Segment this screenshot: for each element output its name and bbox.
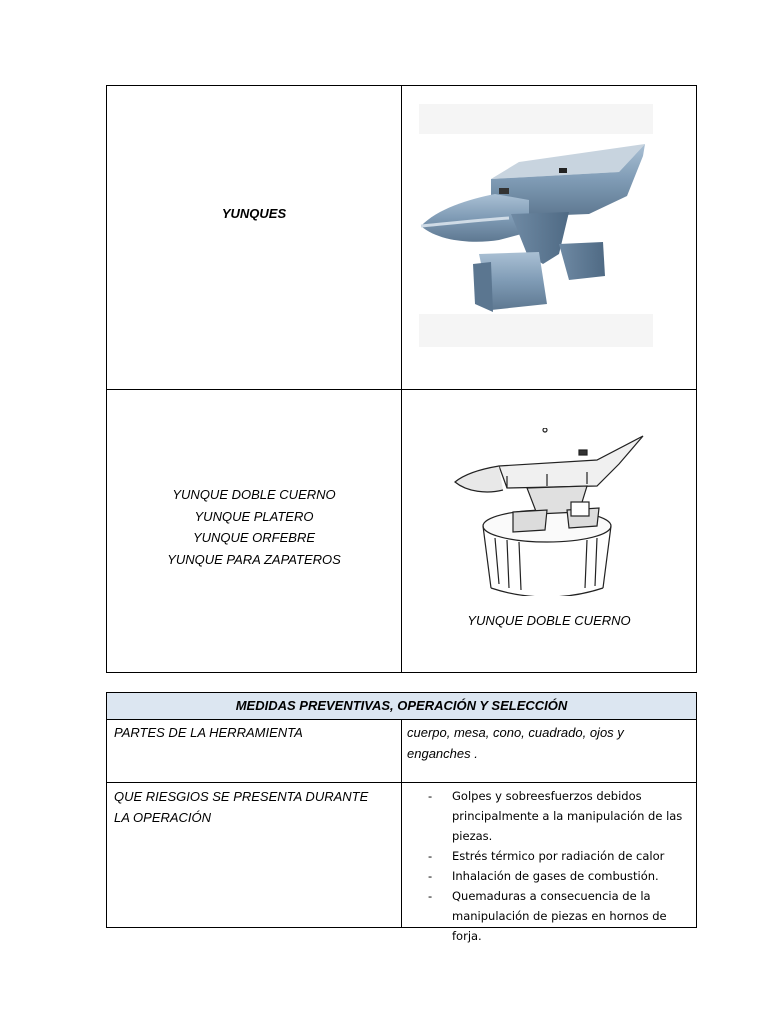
tool-parts-label: PARTES DE LA HERRAMIENTA xyxy=(114,725,303,740)
anvil-type: YUNQUE ORFEBRE xyxy=(192,530,316,545)
table-divider xyxy=(107,389,696,390)
anvil-drawing xyxy=(447,428,647,596)
risks-label: QUE RIESGIOS SE PRESENTA DURANTE LA OPERACIÓN xyxy=(114,789,369,825)
anvil-drawing-caption: YUNQUE DOBLE CUERNO xyxy=(467,613,631,628)
risk-item: - Quemaduras a consecuencia de la manipulación de piezas en hornos de forja. xyxy=(402,886,696,946)
table-header: MEDIDAS PREVENTIVAS, OPERACIÓN Y SELECCIÓN xyxy=(107,693,696,719)
risks-list xyxy=(402,786,696,946)
risk-item: - Golpes y sobreesfuerzos debidos principalmente a la manipulación de las piezas. xyxy=(402,786,696,846)
anvil-title: YUNQUES xyxy=(221,206,287,221)
table-divider xyxy=(401,86,402,672)
anvil-drawing-icon xyxy=(447,428,647,596)
risk-item: - Inhalación de gases de combustión. xyxy=(402,866,696,886)
tool-parts-value: cuerpo, mesa, cono, cuadrado, ojos y enganches . xyxy=(407,725,624,761)
preventive-measures-table xyxy=(106,692,697,943)
anvil-photo xyxy=(419,104,653,347)
risk-item: - Estrés térmico por radiación de calor xyxy=(402,846,696,866)
anvil-type: YUNQUE DOBLE CUERNO xyxy=(172,487,336,502)
anvil-types-list xyxy=(107,484,401,570)
anvil-photo-icon xyxy=(419,104,653,347)
anvil-type: YUNQUE PARA ZAPATEROS xyxy=(167,551,341,567)
anvil-table xyxy=(106,85,697,673)
anvil-type: YUNQUE PLATERO xyxy=(194,508,314,524)
